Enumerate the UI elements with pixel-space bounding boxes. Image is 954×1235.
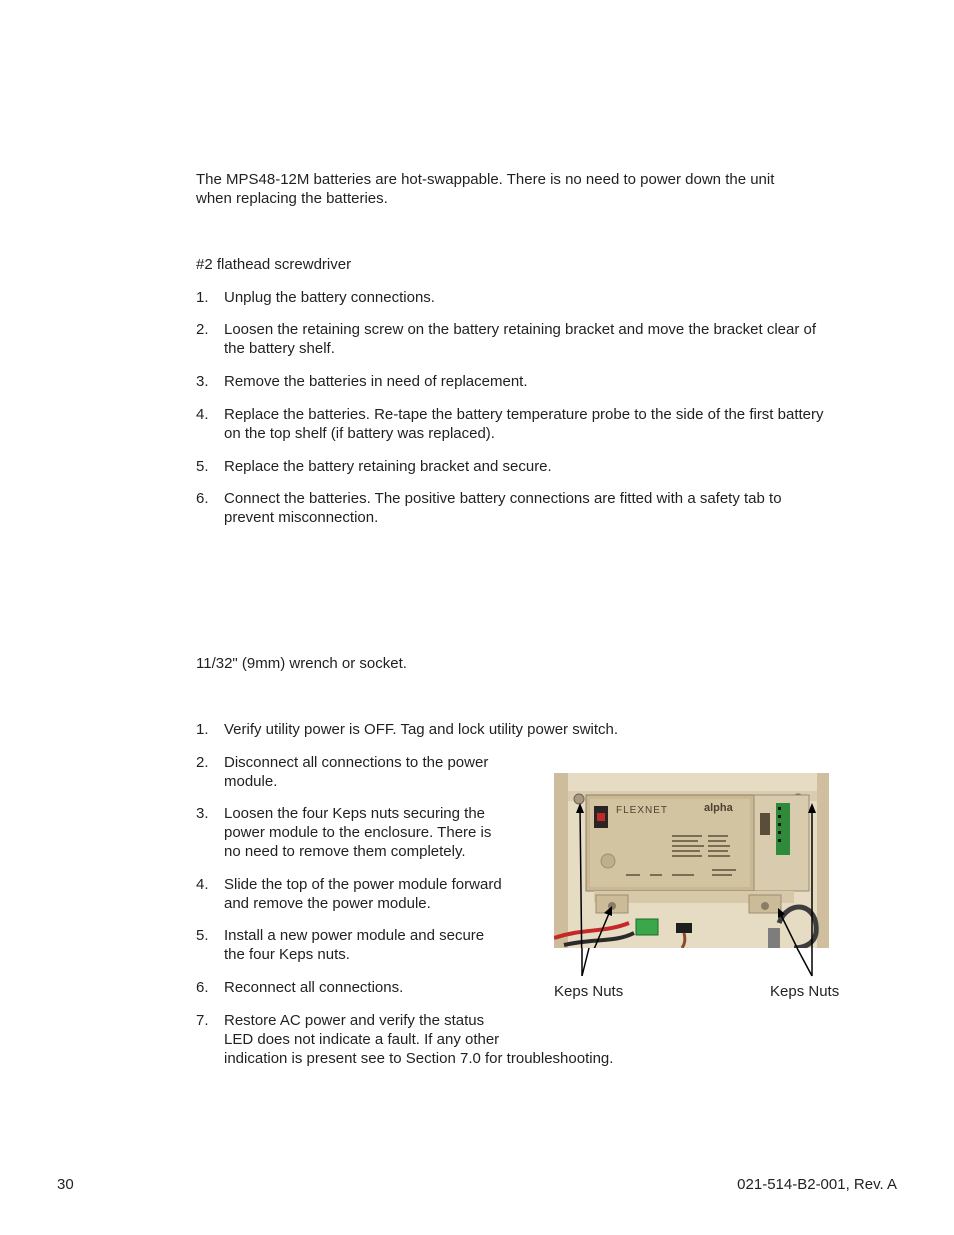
step-text: [224, 1011, 644, 1068]
step-7-line-3: [224, 1049, 644, 1068]
battery-tools-required: #2 flathead screwdriver: [196, 256, 352, 273]
step-text: Remove the batteries in need of replacement.: [224, 373, 528, 390]
step-number: 1.: [196, 289, 209, 306]
step-text: Replace the batteries. Re-tape the battery temperature probe to the side of the first battery on the top shelf (if battery was replaced).: [224, 406, 824, 442]
step-text: Reconnect all connections.: [224, 979, 404, 996]
step-text: Disconnect all connections to the power module.: [224, 754, 489, 790]
step-text: Connect the batteries. The positive battery connections are fitted with a safety tab to prevent misconnection.: [224, 490, 782, 526]
step-text: Unplug the battery connections.: [224, 289, 435, 306]
step-number: 2.: [196, 321, 209, 338]
hot-swap-line-2: when replacing the batteries.: [196, 190, 388, 207]
keps-nuts-caption-right: Keps Nuts: [770, 983, 840, 1000]
step-number: 6.: [196, 490, 209, 507]
page-number: 30: [57, 1176, 74, 1193]
step-7-line-2: LED does not indicate a fault. If any other: [224, 1031, 500, 1048]
step-number: 1.: [196, 721, 209, 738]
step-number: 4.: [196, 406, 209, 423]
step-number: 2.: [196, 754, 209, 771]
step-number: 3.: [196, 805, 209, 822]
step-7-line-1: Restore AC power and verify the status: [224, 1012, 485, 1029]
step-text: Slide the top of the power module forward and remove the power module.: [224, 876, 502, 912]
module-brand-label: FLEXNET: [616, 805, 669, 816]
step-number: 5.: [196, 927, 209, 944]
step-text: Replace the battery retaining bracket and secure.: [224, 458, 552, 475]
step-number: 3.: [196, 373, 209, 390]
section-link[interactable]: Section 7.0: [405, 1050, 481, 1067]
step-number: 7.: [196, 1012, 209, 1029]
step-text: Verify utility power is OFF. Tag and lock utility power switch.: [224, 721, 619, 738]
step-7-line-3-start: indication is present see to: [224, 1050, 406, 1067]
hot-swap-line-1: The MPS48-12M batteries are hot-swappable. There is no need to power down the unit: [196, 171, 775, 188]
step-number: 6.: [196, 979, 209, 996]
step-text: Install a new power module and secure the four Keps nuts.: [224, 927, 485, 963]
module-logo-label: alpha: [704, 802, 733, 814]
hot-swap-note: [196, 170, 836, 208]
step-number: 5.: [196, 458, 209, 475]
step-7-line-3-end: for troubleshooting.: [480, 1050, 614, 1067]
power-module-photo: [554, 773, 829, 948]
keps-nuts-caption-left: Keps Nuts: [554, 983, 624, 1000]
step-text: Loosen the four Keps nuts securing the power module to the enclosure. There is no need to remove them completely.: [224, 805, 492, 860]
document-number: 021-514-B2-001, Rev. A: [737, 1176, 897, 1193]
module-tools-required: 11/32" (9mm) wrench or socket.: [196, 655, 407, 672]
step-text: Loosen the retaining screw on the battery retaining bracket and move the bracket clear of the battery shelf.: [224, 321, 817, 357]
power-module-illustration: [554, 773, 829, 948]
step-number: 4.: [196, 876, 209, 893]
